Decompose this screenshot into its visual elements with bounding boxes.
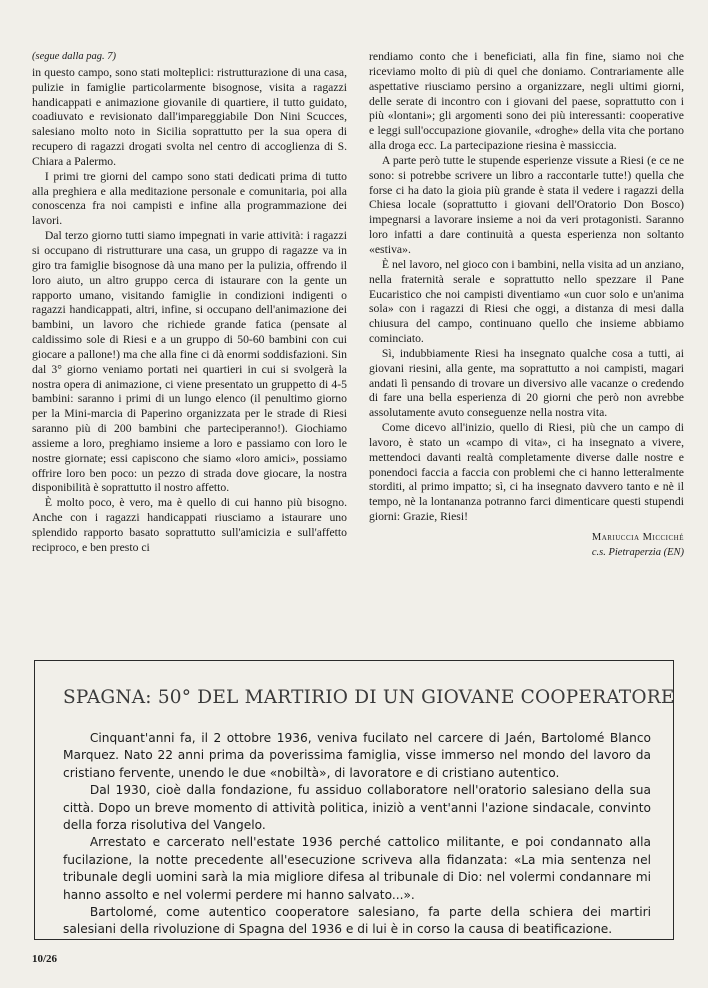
martyr-news-box — [34, 660, 674, 940]
page-number: 10/26 — [32, 953, 58, 965]
article-paragraph: È nel lavoro, nel gioco con i bambini, nella visita ad un anziano, nella fraternità serale e soprattutto nello spezzare il Pane Eucaristico che noi campisti diventiamo «un cuor solo e un'anima sola» con i ragazzi di Riesi che oggi, a distanza di mesi dalla chiusura del campo, continuano quello che insieme abbiamo cominciato. — [369, 257, 684, 346]
article-paragraph: Come dicevo all'inizio, quello di Riesi, più che un campo di lavoro, è stato un «campo di vita», ci ha insegnato a vivere, mettendoci davanti realtà completamente diverse dalle nostre e ponendoci faccia a faccia con problemi che ci hanno letteralmente storditi, al primo impatto; sì, ci ha insegnato davvero tanto e nè il tempo, nè la lontananza potranno farci dimenticare questi stupendi giorni: Grazie, Riesi! — [369, 421, 684, 524]
article-paragraph: A parte però tutte le stupende esperienze vissute a Riesi (e ce ne sono: si potrebbe scrivere un libro a raccontarle tutte!) quella che forse ci ha dato la gioia più grande è stata il vedere i ragazzi della Chiesa locale (soprattutto i giovani dell'Oratorio Don Bosco) impegnarsi a lavorare insieme a noi da veri protagonisti. Saranno loro infatti a dare continuità a questa esperienza non soltanto «estiva». — [369, 153, 684, 256]
author-place: c.s. Pietraperzia (EN) — [591, 546, 684, 558]
continuation-note: (segue dalla pag. 7) — [32, 51, 116, 62]
box-body — [63, 730, 651, 939]
article-paragraph: Sì, indubbiamente Riesi ha insegnato qualche cosa a tutti, ai giovani riesini, alla gente, ma soprattutto a noi campisti, magari andati lì pensando di trovare un diversivo alle vacanze o credendo di fare una bella esperienza di 20 giorni che però non avrebbe assolutamente avuto conseguenze nella nostra vita. — [369, 346, 684, 420]
article-paragraph: È molto poco, è vero, ma è quello di cui hanno più bisogno. Anche con i ragazzi handicappati riusciamo a istaurare uno splendido rapporto basato soprattutto sull'amicizia e sull'affetto reciproco, e ben presto ci — [32, 496, 347, 554]
box-paragraph: Dal 1930, cioè dalla fondazione, fu assiduo collaboratore nell'oratorio salesiano della sua città. Dopo un breve momento di attività politica, iniziò a vent'anni l'azione sindacale, convinto della forza risolutiva del Vangelo. — [63, 783, 651, 833]
box-paragraph: Cinquant'anni fa, il 2 ottobre 1936, veniva fucilato nel carcere di Jaén, Bartolomé Blanco Marquez. Nato 22 anni prima da poverissima famiglia, visse immerso nel mondo del lavoro da cristiano fervente, unendo le due «nobiltà», di lavoratore e di cristiano autentico. — [63, 731, 651, 780]
article-paragraph: Dal terzo giorno tutti siamo impegnati in varie attività: i ragazzi si occupano di ristrutturare una casa, un gruppo di ragazze va in giro tra famiglie bisognose dà una mano per la pulizia, offrendo il loro aiuto, un altro gruppo cerca di istaurare con la gente un rapporto umano, visitando famiglie in condizioni indigenti o ragazzi handicappati, altri, infine, si occupano dell'animazione dei bambini, un lavoro che richiede grande fatica (pensate al caldissimo sole di Riesi e a un gruppo di 50-60 bambini con cui giocare a pallone!) ma che alla fine ci dà enormi soddisfazioni. Sin dal 3° giorno veniamo portati nei quartieri in cui si svolgerà la nostra opera di animazione, ci viene presentato un gruppetto di 4-5 bambini: saranno i primi di un lungo elenco (il penultimo giorno per la Mini-marcia di Paperino organizzata per le strade di Riesi saranno più di 200 bambini che parteciperanno!). Giochiamo assieme a loro, preghiamo insieme a loro e passiamo con loro le nostre giornate; essi capiscono che siamo «loro amici», possiamo offrire loro ben poco: un pezzo di strada dove giocare, la nostra disponibilità è soprattutto il nostro affetto. — [32, 229, 347, 495]
article-paragraph: in questo campo, sono stati molteplici: ristrutturazione di una casa, pulizie in famiglie particolarmente bisognose, visita a ragazzi handicappati e animazione giovanile di quartiere, il tutto guidato, coadiuvato e revisionato dall'impareggiabile Don Nini Scucces, salesiano molto noto in Sicilia soprattutto per la sua opera di recupero di ragazzi drogati svolta nel centro di accoglienza di S. Chiara a Palermo. — [32, 65, 347, 168]
box-title: SPAGNA: 50° DEL MARTIRIO DI UN GIOVANE COOPERATORE — [63, 687, 675, 708]
article-paragraph: rendiamo conto che i beneficiati, alla fin fine, siamo noi che riceviamo molto di più di quel che doniamo. Contrariamente alle aspettative riusciamo persino a organizzare, negli ultimi giorni, delle serate di incontro con i giovani del paese, soprattutto con i più «lontani»; gli argomenti sono dei più interessanti: cooperative e leggi sull'occupazione giovanile, «droghe» della vita che portano alla droga ecc. La partecipazione riesina è massiccia. — [369, 50, 684, 153]
article-left-column — [32, 50, 347, 556]
box-paragraph: Arrestato e carcerato nell'estate 1936 perché cattolico militante, e poi condannato alla fucilazione, la notte precedente all'esecuzione scriveva alla fidanzata: «La mia sentenza nel tribunale degli uomini sarà la mia migliore difesa al tribunale di Dio: nel volermi condannare mi hanno assolto e nel volermi perdere mi hanno salvato...». — [63, 835, 651, 902]
author-name: Mariuccia Micciché — [591, 532, 684, 543]
box-paragraph: Bartolomé, come autentico cooperatore salesiano, fa parte della schiera dei martiri salesiani della rivoluzione di Spagna del 1936 e di lui è in corso la causa di beatificazione. — [63, 905, 651, 937]
article-right-column — [369, 50, 684, 561]
article-paragraph: I primi tre giorni del campo sono stati dedicati prima di tutto alla preghiera e alla meditazione personale e comunitaria, poi alla conoscenza fra noi campisti e infine alla programmazione dei lavori. — [32, 169, 347, 228]
